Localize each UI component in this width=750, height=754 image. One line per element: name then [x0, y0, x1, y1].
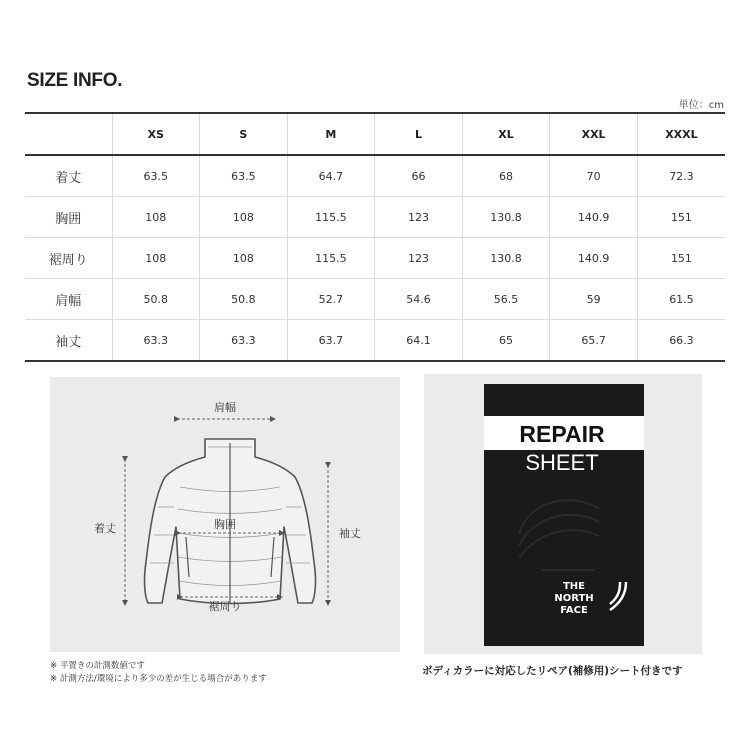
table-cell: 140.9 [550, 238, 638, 279]
table-row [25, 320, 725, 362]
table-cell: 50.8 [112, 279, 200, 320]
length-label: 着丈 [94, 522, 116, 535]
table-cell: 151 [637, 238, 725, 279]
chest-label: 胸囲 [214, 518, 236, 531]
header-size-xxl: XXL [550, 113, 638, 155]
table-cell: 123 [375, 238, 463, 279]
table-cell: 72.3 [637, 155, 725, 197]
header-size-xs: XS [112, 113, 200, 155]
table-cell: 108 [112, 197, 200, 238]
header-size-m: M [287, 113, 375, 155]
table-cell: 50.8 [200, 279, 288, 320]
header-size-s: S [200, 113, 288, 155]
table-cell: 63.3 [200, 320, 288, 362]
measurement-notes [50, 660, 267, 686]
table-row [25, 238, 725, 279]
table-cell: 64.1 [375, 320, 463, 362]
table-cell: 64.7 [287, 155, 375, 197]
table-cell: 63.5 [200, 155, 288, 197]
note-line: ※ 計測方法/環境により多少の差が生じる場合があります [50, 674, 267, 684]
size-table [25, 112, 725, 362]
table-cell: 108 [112, 238, 200, 279]
table-cell: 108 [200, 197, 288, 238]
row-label: 肩幅 [25, 279, 112, 320]
brand-line-face: FACE [560, 605, 588, 616]
table-cell: 63.3 [112, 320, 200, 362]
hem-label: 裾周り [208, 600, 242, 613]
size-header-row [25, 113, 725, 155]
table-row [25, 197, 725, 238]
table-cell: 151 [637, 197, 725, 238]
row-label: 胸囲 [25, 197, 112, 238]
table-cell: 130.8 [462, 238, 550, 279]
repair-line1: REPAIR [519, 421, 605, 447]
shoulder-label: 肩幅 [214, 401, 236, 414]
table-cell: 108 [200, 238, 288, 279]
table-cell: 56.5 [462, 279, 550, 320]
table-cell: 52.7 [287, 279, 375, 320]
table-cell: 140.9 [550, 197, 638, 238]
table-cell: 123 [375, 197, 463, 238]
table-cell: 59 [550, 279, 638, 320]
table-cell: 65 [462, 320, 550, 362]
header-size-xl: XL [462, 113, 550, 155]
table-cell: 115.5 [287, 197, 375, 238]
note-line: ※ 平置きの計測数値です [50, 661, 145, 671]
table-cell: 61.5 [637, 279, 725, 320]
table-cell: 68 [462, 155, 550, 197]
table-cell: 65.7 [550, 320, 638, 362]
table-cell: 54.6 [375, 279, 463, 320]
page-title: SIZE INFO. [27, 70, 123, 91]
header-corner [25, 113, 112, 155]
unit-label: 単位：cm [678, 100, 724, 111]
row-label: 裾周り [25, 238, 112, 279]
row-label: 着丈 [25, 155, 112, 197]
brand-line-north: NORTH [554, 593, 594, 604]
table-row [25, 155, 725, 197]
table-cell: 70 [550, 155, 638, 197]
table-cell: 63.5 [112, 155, 200, 197]
table-cell: 66 [375, 155, 463, 197]
header-size-l: L [375, 113, 463, 155]
repair-sheet-image [424, 374, 702, 654]
sleeve-label: 袖丈 [339, 527, 361, 540]
table-cell: 63.7 [287, 320, 375, 362]
header-size-xxxl: XXXL [637, 113, 725, 155]
table-cell: 115.5 [287, 238, 375, 279]
row-label: 袖丈 [25, 320, 112, 362]
measurement-diagram-panel [50, 377, 400, 652]
repair-sheet-panel [424, 374, 702, 654]
repair-line2: SHEET [525, 450, 599, 475]
table-cell: 130.8 [462, 197, 550, 238]
table-row [25, 279, 725, 320]
jacket-diagram [50, 377, 400, 652]
repair-sheet-caption: ボディカラーに対応したリペア(補修用)シート付きです [422, 665, 683, 677]
brand-line-the: THE [562, 581, 586, 592]
table-cell: 66.3 [637, 320, 725, 362]
